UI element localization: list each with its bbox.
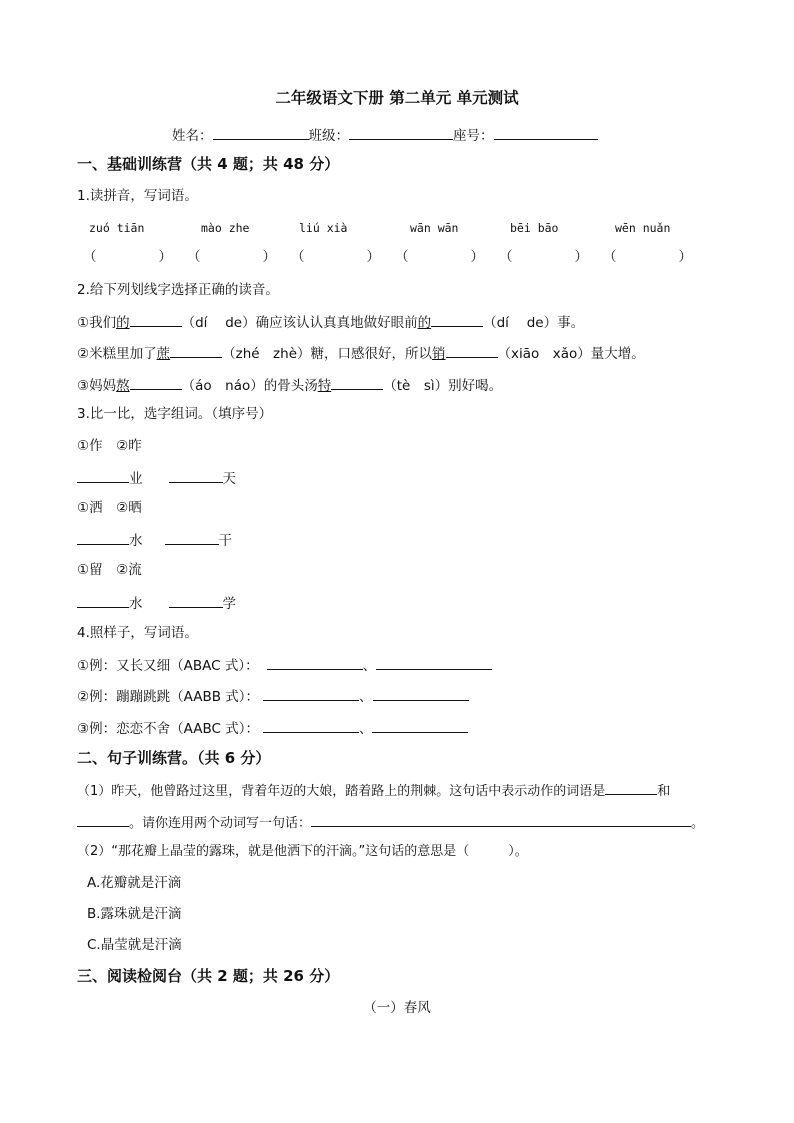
section-2-heading: 二、句子训练营。（共 6 分） <box>77 749 271 767</box>
q3-group-3-options: ①留 ②流 <box>77 562 142 578</box>
q4-3-blank-a[interactable] <box>263 718 359 733</box>
pinyin-4: wān wān <box>410 221 459 235</box>
q4-example-2: ②例：蹦蹦跳跳（AABB 式）： 、 <box>77 686 469 706</box>
pinyin-1: zuó tiān <box>89 221 145 235</box>
seat-label: 座号： <box>453 128 494 144</box>
pinyin-2: mào zhe <box>201 221 250 235</box>
s2-q1-line-1: （1）昨天，他曾路过这里，背着年迈的大娘，踏着路上的荆棘。这句话中表示动作的词语是 和 <box>77 780 670 801</box>
q4-3-blank-b[interactable] <box>372 718 468 733</box>
answer-box-4[interactable]: （ ） <box>395 249 484 265</box>
q4-1-blank-a[interactable] <box>267 655 363 670</box>
q2-line-3: ③妈妈熬 （áo náo）的骨头汤特 （tè sì）别好喝。 <box>77 375 502 395</box>
name-blank[interactable] <box>213 125 309 140</box>
answer-box-2[interactable]: （ ） <box>187 249 276 265</box>
pinyin-5: bēi bāo <box>510 221 559 235</box>
q3-1-blank-b[interactable] <box>169 468 223 483</box>
seat-blank[interactable] <box>494 125 598 140</box>
name-label: 姓名： <box>172 128 213 144</box>
q3-group-2-options: ①洒 ②晒 <box>77 500 142 516</box>
s2-q1-blank-b[interactable] <box>77 812 129 827</box>
q3-prompt: 3.比一比，选字组词。（填序号） <box>77 406 273 422</box>
section-1-heading: 一、基础训练营（共 4 题；共 48 分） <box>77 155 340 173</box>
student-info-line <box>172 125 598 145</box>
pinyin-6: wēn nuǎn <box>615 221 671 235</box>
page-title: 二年级语文下册 第二单元 单元测试 <box>275 89 519 107</box>
q3-group-3-answers: 水 学 <box>77 593 236 613</box>
s2-option-b[interactable]: B.露珠就是汗滴 <box>87 906 182 922</box>
q3-3-blank-b[interactable] <box>169 593 223 608</box>
q4-2-blank-a[interactable] <box>263 686 359 701</box>
q3-2-blank-b[interactable] <box>165 530 219 545</box>
s2-q1-blank-a[interactable] <box>605 780 657 795</box>
q2-3-blank-b[interactable] <box>331 375 383 390</box>
q2-prompt: 2.给下列划线字选择正确的读音。 <box>77 282 279 298</box>
s2-q1-line-2: 。请你连用两个动词写一句话： 。 <box>77 812 704 833</box>
q2-line-2: ②米糕里加了蔗 （zhé zhè）糖，口感很好，所以销 （xiāo xǎo）量大增。 <box>77 343 645 363</box>
q4-prompt: 4.照样子，写词语。 <box>77 625 198 641</box>
answer-box-1[interactable]: （ ） <box>83 249 172 265</box>
pinyin-3: liú xià <box>299 221 348 235</box>
answer-box-6[interactable]: （ ） <box>603 249 692 265</box>
q2-1-blank-b[interactable] <box>431 312 483 327</box>
class-blank[interactable] <box>349 125 453 140</box>
q4-example-3: ③例：恋恋不舍（AABC 式）： 、 <box>77 718 468 738</box>
q3-group-1-answers: 业 天 <box>77 468 236 488</box>
q2-line-1: ①我们的 （dí de）确应该认认真真地做好眼前的 （dí de）事。 <box>77 312 584 332</box>
q2-3-blank-a[interactable] <box>130 375 182 390</box>
s2-q2-prompt: （2）“那花瓣上晶莹的露珠，就是他洒下的汗滴。”这句话的意思是（ ）。 <box>77 844 528 859</box>
q4-example-1: ①例：又长又细（ABAC 式）： 、 <box>77 655 492 675</box>
reading-passage-title: （一）春风 <box>363 1000 431 1016</box>
section-3-heading: 三、阅读检阅台（共 2 题；共 26 分） <box>77 967 340 985</box>
q1-prompt: 1.读拼音，写词语。 <box>77 188 198 204</box>
q2-2-blank-a[interactable] <box>170 343 222 358</box>
q3-group-1-options: ①作 ②昨 <box>77 438 142 454</box>
class-label: 班级： <box>308 128 349 144</box>
q3-2-blank-a[interactable] <box>77 530 129 545</box>
q3-1-blank-a[interactable] <box>77 468 129 483</box>
q4-2-blank-b[interactable] <box>373 686 469 701</box>
q2-2-blank-b[interactable] <box>446 343 498 358</box>
q3-3-blank-a[interactable] <box>77 593 129 608</box>
q2-1-blank-a[interactable] <box>130 312 182 327</box>
q3-group-2-answers: 水 干 <box>77 530 232 550</box>
s2-option-a[interactable]: A.花瓣就是汗滴 <box>87 875 182 891</box>
s2-q1-sentence-blank[interactable] <box>311 812 691 827</box>
answer-box-5[interactable]: （ ） <box>499 249 588 265</box>
answer-box-3[interactable]: （ ） <box>291 249 380 265</box>
s2-option-c[interactable]: C.晶莹就是汗滴 <box>87 937 182 953</box>
q4-1-blank-b[interactable] <box>376 655 492 670</box>
